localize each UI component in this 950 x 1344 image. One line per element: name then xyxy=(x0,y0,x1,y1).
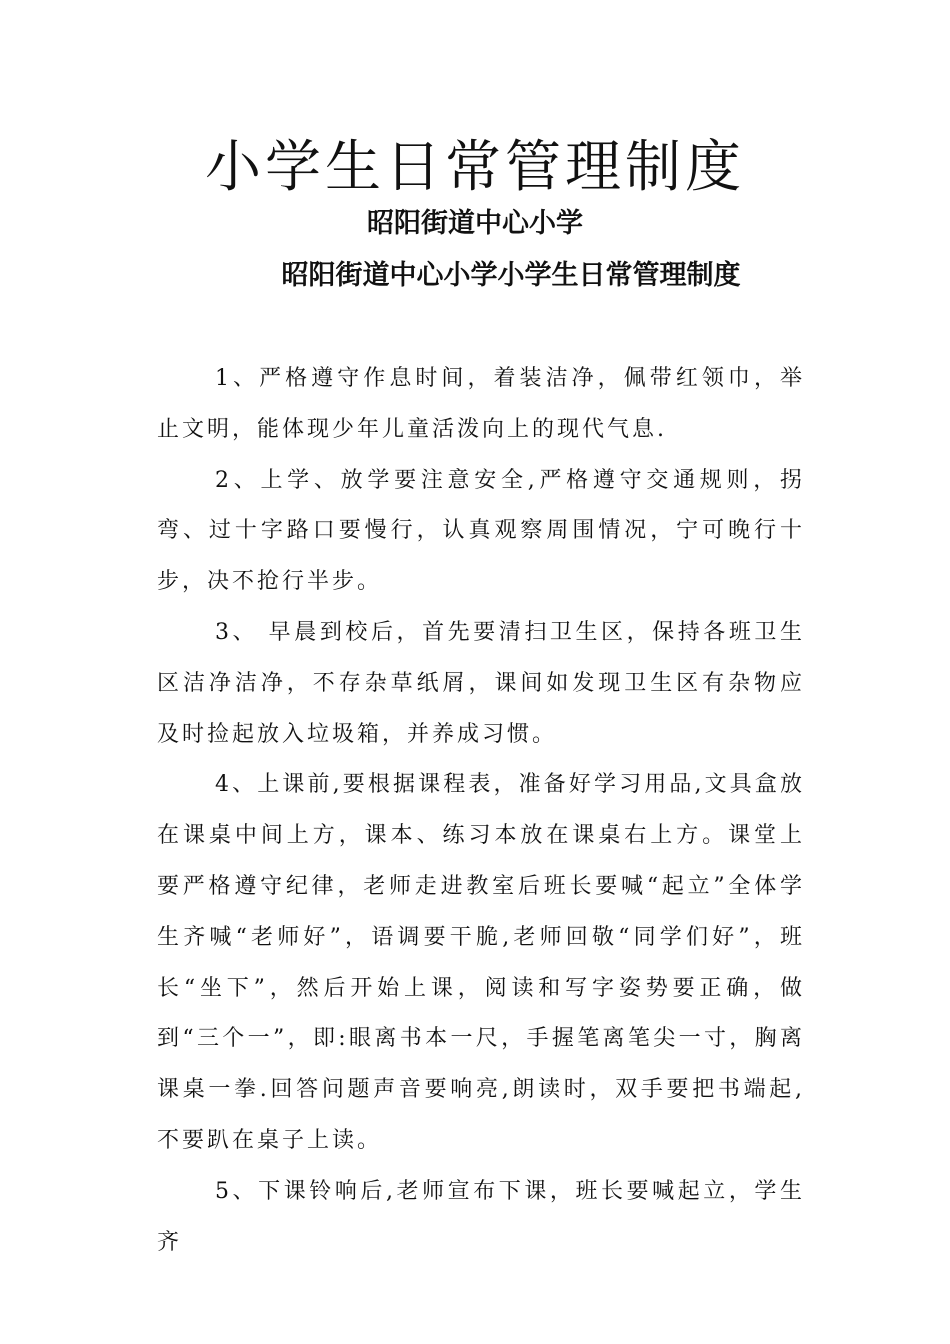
paragraph-4: 4、上课前,要根据课程表，准备好学习用品,文具盒放在课桌中间上方，课本、练习本放在课桌右上方。课堂上要严格遵守纪律，老师走进教室后班长要喊“起立”全体学生齐喊“老师好”，语调要干脆,老师回敬“同学们好”，班长“坐下”，然后开始上课，阅读和写字姿势要正确，做到“三个一”，即:眼离书本一尺，手握笔离笔尖一寸，胸离课桌一拳.回答问题声音要响亮,朗读时，双手要把书端起,不要趴在桌子上读。 xyxy=(157,772,805,1153)
paragraph-2: 2、上学、放学要注意安全,严格遵守交通规则，拐弯、过十字路口要慢行，认真观察周围情况，宁可晚行十步，决不抢行半步。 xyxy=(157,467,805,595)
document-body xyxy=(157,354,805,1268)
school-name: 昭阳街道中心小学 xyxy=(367,208,583,239)
document-title: 小学生日常管理制度 xyxy=(205,135,745,200)
paragraph-3: 3、 早晨到校后，首先要清扫卫生区，保持各班卫生区洁净洁净，不存杂草纸屑，课间如发现卫生区有杂物应及时捡起放入垃圾箱，并养成习惯。 xyxy=(157,619,805,747)
paragraph-1: 1、严格遵守作息时间，着装洁净，佩带红领巾，举止文明，能体现少年儿童活泼向上的现代气息. xyxy=(157,366,805,442)
paragraph-5: 5、下课铃响后,老师宣布下课，班长要喊起立，学生齐 xyxy=(157,1178,805,1255)
full-title: 昭阳街道中心小学小学生日常管理制度 xyxy=(281,260,741,291)
